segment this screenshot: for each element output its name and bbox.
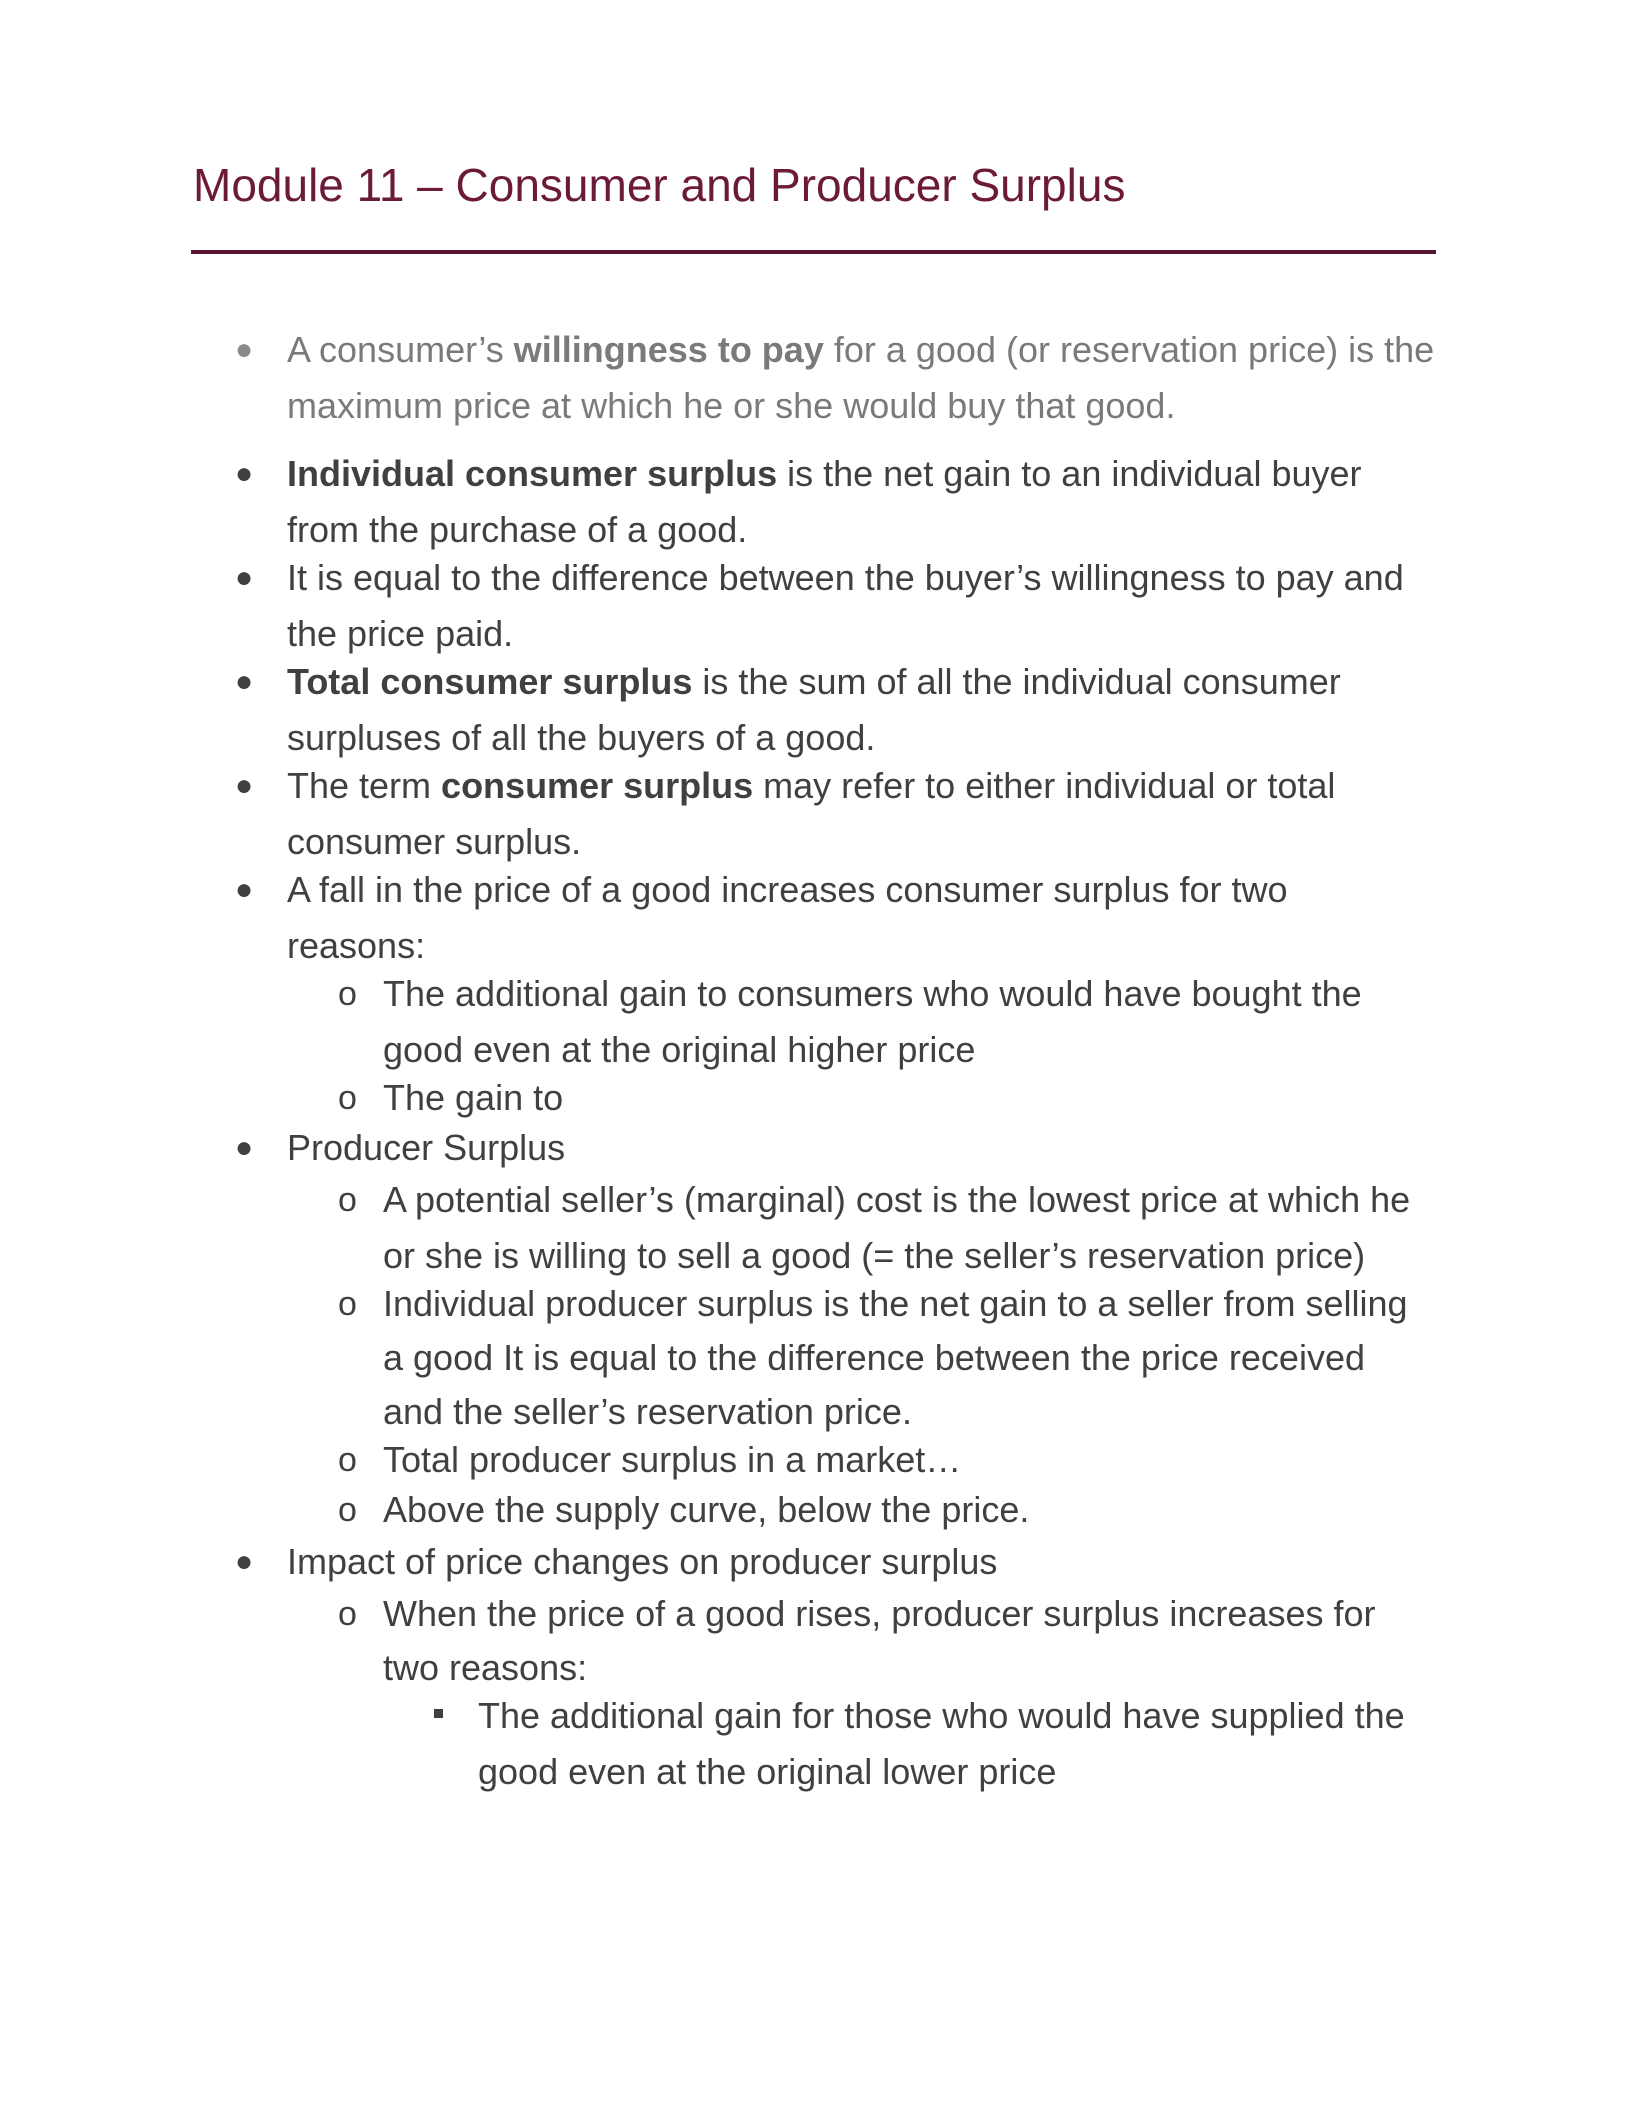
sub-list-item: Above the supply curve, below the price.: [383, 1489, 1030, 1530]
list-item: [287, 660, 1341, 704]
sub-list-item: A potential seller’s (marginal) cost is the lowest price at which he: [383, 1179, 1411, 1220]
list-item: Impact of price changes on producer surplus: [287, 1541, 998, 1582]
sub-list-item-continuation: and the seller’s reservation price.: [383, 1391, 912, 1432]
sub-list-item: The gain to: [383, 1077, 564, 1118]
list-item-continuation: consumer surplus.: [287, 821, 582, 862]
sub-bullet-marker: o: [338, 1595, 357, 1633]
list-item-text: The term: [287, 765, 442, 806]
list-item-continuation: surpluses of all the buyers of a good.: [287, 717, 876, 758]
sub-list-item: The additional gain to consumers who would have bought the: [383, 973, 1362, 1014]
sub-bullet-marker: o: [338, 1441, 357, 1479]
bullet-marker: ●: [235, 561, 254, 594]
sub-list-item: When the price of a good rises, producer surplus increases for: [383, 1593, 1376, 1634]
list-item-text: is the net gain to an individual buyer: [777, 453, 1362, 494]
bullet-marker: ●: [235, 457, 254, 490]
term-individual-consumer-surplus: Individual consumer surplus: [287, 453, 778, 494]
bullet-marker: ●: [235, 1545, 254, 1578]
sub-list-item-continuation: two reasons:: [383, 1647, 588, 1688]
sub-bullet-marker: o: [338, 1491, 357, 1529]
sub-bullet-marker: o: [338, 1181, 357, 1219]
sub-bullet-marker: o: [338, 975, 357, 1013]
list-item-continuation: maximum price at which he or she would buy that good.: [287, 385, 1176, 426]
sub-sub-list-item: The additional gain for those who would have supplied the: [478, 1695, 1405, 1736]
list-item-continuation: from the purchase of a good.: [287, 509, 748, 550]
list-item-text: may refer to either individual or total: [753, 765, 1336, 806]
sub-sub-list-item-continuation: good even at the original lower price: [478, 1751, 1057, 1792]
list-item: It is equal to the difference between the buyer’s willingness to pay and: [287, 557, 1404, 598]
list-item: A fall in the price of a good increases consumer surplus for two: [287, 869, 1288, 910]
sub-list-item-continuation: a good It is equal to the difference between the price received: [383, 1337, 1365, 1378]
list-item-continuation: the price paid.: [287, 613, 514, 654]
sub-sub-bullet-marker: [434, 1709, 443, 1718]
page-title: Module 11 – Consumer and Producer Surplus: [193, 159, 1126, 211]
sub-list-item: Individual producer surplus is the net gain to a seller from selling: [383, 1283, 1408, 1324]
list-item: [287, 452, 1362, 496]
sub-list-item-continuation: or she is willing to sell a good (= the seller’s reservation price): [383, 1235, 1366, 1276]
title-underline: [191, 250, 1436, 254]
list-item-text: for a good (or reservation price) is the: [823, 329, 1435, 370]
term-total-consumer-surplus: Total consumer surplus: [287, 661, 693, 702]
list-item: [287, 328, 1434, 372]
list-item-text: is the sum of all the individual consumer: [692, 661, 1341, 702]
sub-list-item: Total producer surplus in a market…: [383, 1439, 962, 1480]
bullet-marker: ●: [235, 769, 254, 802]
list-item-continuation: reasons:: [287, 925, 426, 966]
term-consumer-surplus: consumer surplus: [441, 765, 754, 806]
bullet-marker: ●: [235, 333, 254, 366]
term-willingness-to-pay: willingness to pay: [513, 329, 824, 370]
list-item: [287, 764, 1335, 808]
sub-list-item-continuation: good even at the original higher price: [383, 1029, 976, 1070]
list-item: Producer Surplus: [287, 1127, 566, 1168]
sub-bullet-marker: o: [338, 1285, 357, 1323]
sub-bullet-marker: o: [338, 1079, 357, 1117]
list-item-text: A consumer’s: [287, 329, 514, 370]
bullet-marker: ●: [235, 665, 254, 698]
bullet-marker: ●: [235, 873, 254, 906]
bullet-marker: ●: [235, 1131, 254, 1164]
